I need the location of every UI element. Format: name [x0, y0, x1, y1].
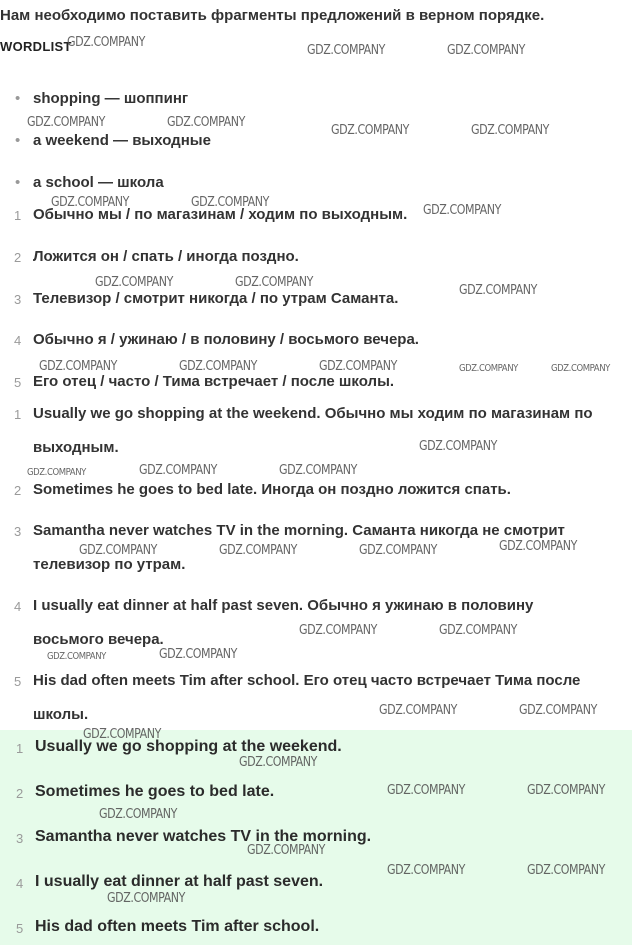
item-number: 5 — [14, 375, 22, 390]
watermark-text: GDZ.COMPANY — [51, 195, 129, 210]
watermark-text: GDZ.COMPANY — [27, 467, 86, 478]
instruction-text: Нам необходимо поставить фрагменты предложений в верном порядке. — [0, 7, 545, 24]
watermark-text: GDZ.COMPANY — [519, 703, 597, 718]
fragment-line: Ложится он / спать / иногда поздно. — [33, 248, 299, 265]
watermark-text: GDZ.COMPANY — [159, 647, 237, 662]
translation-line: Usually we go shopping at the weekend. Обычно мы ходим по магазинам по — [33, 405, 593, 422]
fragment-line: Телевизор / смотрит никогда / по утрам Саманта. — [33, 290, 399, 307]
answer-number: 2 — [16, 786, 24, 801]
wordlist-item: a weekend — выходные — [33, 132, 211, 149]
item-number: 4 — [14, 333, 22, 348]
watermark-text: GDZ.COMPANY — [471, 123, 549, 138]
watermark-text: GDZ.COMPANY — [83, 727, 161, 742]
watermark-text: GDZ.COMPANY — [387, 783, 465, 798]
watermark-text: GDZ.COMPANY — [387, 863, 465, 878]
answer-number: 4 — [16, 876, 24, 891]
bullet-icon: • — [15, 132, 21, 149]
watermark-text: GDZ.COMPANY — [191, 195, 269, 210]
item-number: 2 — [14, 250, 22, 265]
translation-line: Samantha never watches TV in the morning. Саманта никогда не смотрит — [33, 522, 565, 539]
watermark-text: GDZ.COMPANY — [167, 115, 245, 130]
watermark-text: GDZ.COMPANY — [179, 359, 257, 374]
watermark-text: GDZ.COMPANY — [107, 891, 185, 906]
answer-line: His dad often meets Tim after school. — [35, 918, 320, 935]
answer-line: Samantha never watches TV in the morning. — [35, 828, 372, 845]
watermark-text: GDZ.COMPANY — [331, 123, 409, 138]
item-number: 5 — [14, 674, 22, 689]
watermark-text: GDZ.COMPANY — [527, 863, 605, 878]
watermark-text: GDZ.COMPANY — [67, 35, 145, 50]
watermark-text: GDZ.COMPANY — [27, 115, 105, 130]
wordlist-item: shopping — шоппинг — [33, 90, 189, 107]
watermark-text: GDZ.COMPANY — [279, 463, 357, 478]
watermark-text: GDZ.COMPANY — [439, 623, 517, 638]
translation-line: Sometimes he goes to bed late. Иногда он поздно ложится спать. — [33, 481, 511, 498]
translation-line: I usually eat dinner at half past seven. Обычно я ужинаю в половину — [33, 597, 534, 614]
watermark-text: GDZ.COMPANY — [359, 543, 437, 558]
watermark-text: GDZ.COMPANY — [459, 283, 537, 298]
watermark-text: GDZ.COMPANY — [423, 203, 501, 218]
bullet-icon: • — [15, 174, 21, 191]
watermark-text: GDZ.COMPANY — [95, 275, 173, 290]
watermark-text: GDZ.COMPANY — [447, 43, 525, 58]
watermark-text: GDZ.COMPANY — [79, 543, 157, 558]
watermark-text: GDZ.COMPANY — [47, 651, 106, 662]
answer-line: Usually we go shopping at the weekend. — [35, 738, 342, 755]
translation-line-continued: выходным. — [33, 439, 119, 456]
answer-line: Sometimes he goes to bed late. — [35, 783, 275, 800]
watermark-text: GDZ.COMPANY — [219, 543, 297, 558]
watermark-text: GDZ.COMPANY — [459, 363, 518, 374]
watermark-text: GDZ.COMPANY — [307, 43, 385, 58]
translation-line-continued: телевизор по утрам. — [33, 556, 186, 573]
item-number: 2 — [14, 483, 22, 498]
item-number: 4 — [14, 599, 22, 614]
fragment-line: Обычно я / ужинаю / в половину / восьмого вечера. — [33, 331, 419, 348]
fragment-line: Его отец / часто / Тима встречает / после школы. — [33, 373, 395, 390]
watermark-text: GDZ.COMPANY — [99, 807, 177, 822]
watermark-text: GDZ.COMPANY — [379, 703, 457, 718]
watermark-text: GDZ.COMPANY — [299, 623, 377, 638]
watermark-text: GDZ.COMPANY — [527, 783, 605, 798]
answer-number: 3 — [16, 831, 24, 846]
watermark-text: GDZ.COMPANY — [239, 755, 317, 770]
answer-number: 1 — [16, 741, 24, 756]
answer-number: 5 — [16, 921, 24, 936]
item-number: 1 — [14, 407, 22, 422]
fragment-line: Обычно мы / по магазинам / ходим по выходным. — [33, 206, 408, 223]
watermark-text: GDZ.COMPANY — [139, 463, 217, 478]
wordlist-heading: WORDLIST — [0, 39, 72, 54]
watermark-text: GDZ.COMPANY — [247, 843, 325, 858]
watermark-text: GDZ.COMPANY — [39, 359, 117, 374]
wordlist-item: a school — школа — [33, 174, 164, 191]
translation-line-continued: школы. — [33, 706, 89, 723]
watermark-text: GDZ.COMPANY — [319, 359, 397, 374]
item-number: 3 — [14, 524, 22, 539]
watermark-text: GDZ.COMPANY — [499, 539, 577, 554]
watermark-text: GDZ.COMPANY — [419, 439, 497, 454]
item-number: 1 — [14, 208, 22, 223]
watermark-text: GDZ.COMPANY — [551, 363, 610, 374]
answer-line: I usually eat dinner at half past seven. — [35, 873, 324, 890]
bullet-icon: • — [15, 90, 21, 107]
item-number: 3 — [14, 292, 22, 307]
watermark-text: GDZ.COMPANY — [235, 275, 313, 290]
translation-line: His dad often meets Tim after school. Его отец часто встречает Тима после — [33, 672, 581, 689]
translation-line-continued: восьмого вечера. — [33, 631, 164, 648]
